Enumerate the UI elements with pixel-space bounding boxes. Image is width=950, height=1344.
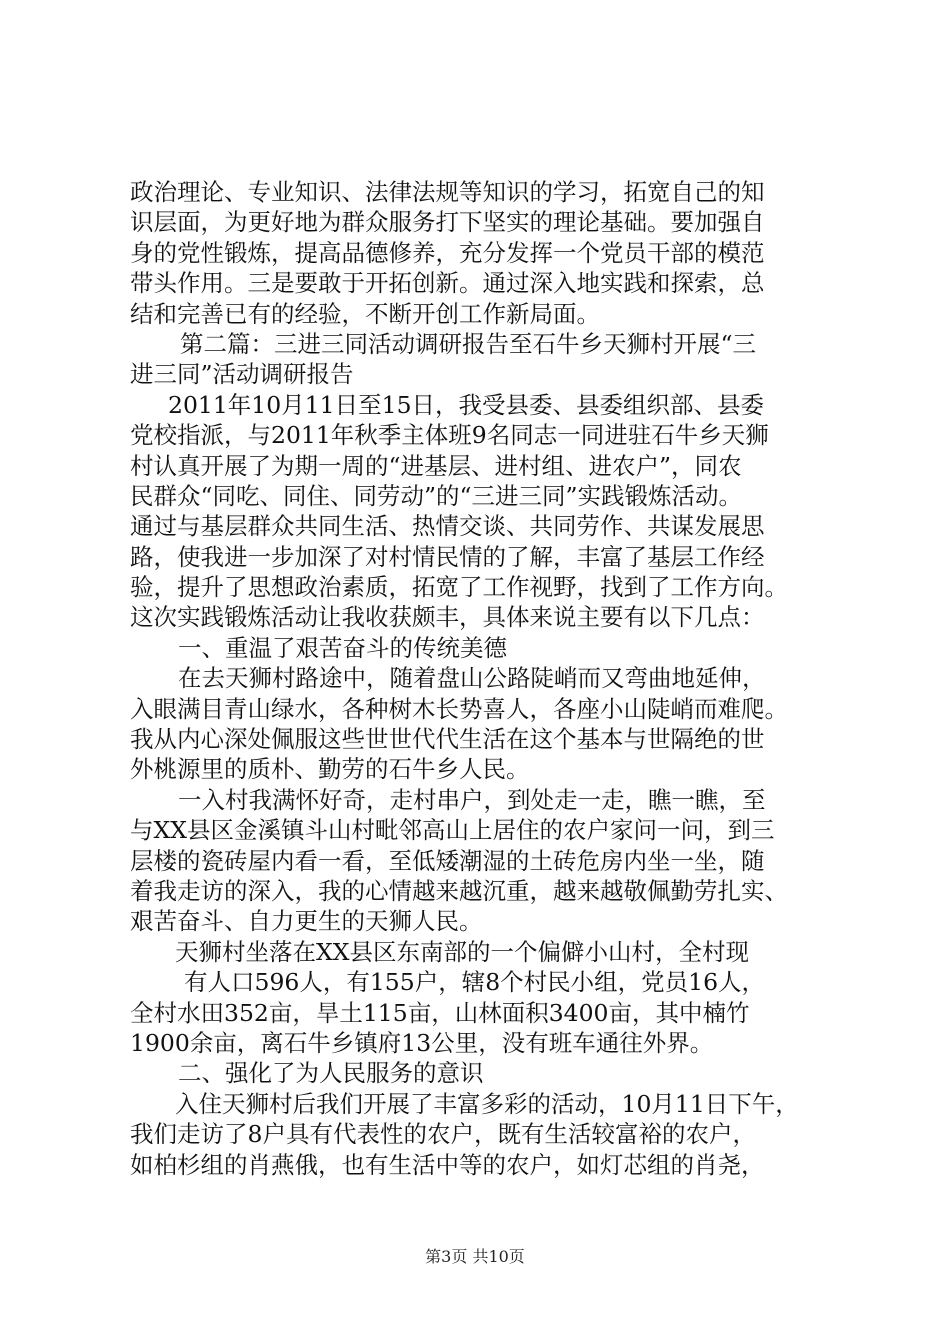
text-line: 在去天狮村路途中，随着盘山公路陡峭而又弯曲地延伸， [178,664,766,693]
text-line: 我们走访了8户具有代表性的农户，既有生活较富裕的农户， [130,1120,756,1149]
text-line: 天狮村坐落在XX县区东南部的一个偏僻小山村，全村现 [175,937,749,966]
text-line: 政治理论、专业知识、法律法规等知识的学习，拓宽自己的知 [130,178,765,206]
text-line: 村认真开展了为期一周的“进基层、进村组、进农户”，同农 [130,451,742,480]
text-line: 2011年10月11日至15日，我受县委、县委组织部、县委 [168,390,765,419]
text-line: 党校指派，与2011年秋季主体班9名同志一同进驻石牛乡天狮 [130,421,769,450]
text-line: 着我走访的深入，我的心情越来越沉重，越来越敬佩勤劳扎实、 [130,876,788,905]
text-line: 识层面，为更好地为群众服务打下坚实的理论基础。要加强自 [130,208,765,237]
text-line: 身的党性锻炼，提高品德修养，充分发挥一个党员干部的模范 [130,238,765,267]
text-line: 民群众“同吃、同住、同劳动”的“三进三同”实践锻炼活动。 [130,481,743,510]
text-line: 验，提升了思想政治素质，拓宽了工作视野，找到了工作方向。 [130,573,788,602]
text-line: 带头作用。三是要敢于开拓创新。通过深入地实践和探索，总 [130,269,765,298]
text-line: 入眼满目青山绿水，各种树木长势喜人，各座小山陡峭而难爬。 [130,694,788,723]
page-number-footer: 第3页 共10页 [425,1247,525,1266]
subheading: 二、强化了为人民服务的意识 [178,1059,484,1088]
text-line: 入住天狮村后我们开展了丰富多彩的活动，10月11日下午， [175,1089,799,1118]
text-line: 通过与基层群众共同生活、热情交谈、共同劳作、共谋发展思 [130,512,765,541]
text-line: 结和完善已有的经验，不断开创工作新局面。 [130,299,600,328]
text-line: 这次实践锻炼活动让我收获颇丰，具体来说主要有以下几点： [130,603,765,632]
text-line: 艰苦奋斗、自力更生的天狮人民。 [130,907,483,936]
text-line: 外桃源里的质朴、勤劳的石牛乡人民。 [130,755,530,784]
text-line: 1900余亩，离石牛乡镇府13公里，没有班车通往外界。 [130,1028,714,1057]
text-line: 层楼的瓷砖屋内看一看，至低矮潮湿的土砖危房内坐一坐，随 [130,846,765,875]
document-body [130,177,830,1180]
text-line: 与XX县区金溪镇斗山村毗邻高山上居住的农户家问一问，到三 [130,816,775,845]
text-line: 有人口596人，有155户，辖8个村民小组，党员16人， [184,968,766,997]
section-heading-continued: 进三同”活动调研报告 [130,360,354,389]
text-line: 全村水田352亩，旱土115亩，山林面积3400亩，其中楠竹 [130,998,750,1027]
text-line: 如柏杉组的肖燕俄，也有生活中等的农户，如灯芯组的肖尧， [130,1150,765,1179]
text-line: 路，使我进一步加深了对村情民情的了解，丰富了基层工作经 [130,542,765,571]
section-heading: 第二篇：三进三同活动调研报告至石牛乡天狮村开展“三 [180,329,757,358]
text-line: 一入村我满怀好奇，走村串户，到处走一走，瞧一瞧，至 [178,785,766,814]
subheading: 一、重温了艰苦奋斗的传统美德 [178,633,507,662]
text-line: 我从内心深处佩服这些世世代代生活在这个基本与世隔绝的世 [130,725,765,754]
